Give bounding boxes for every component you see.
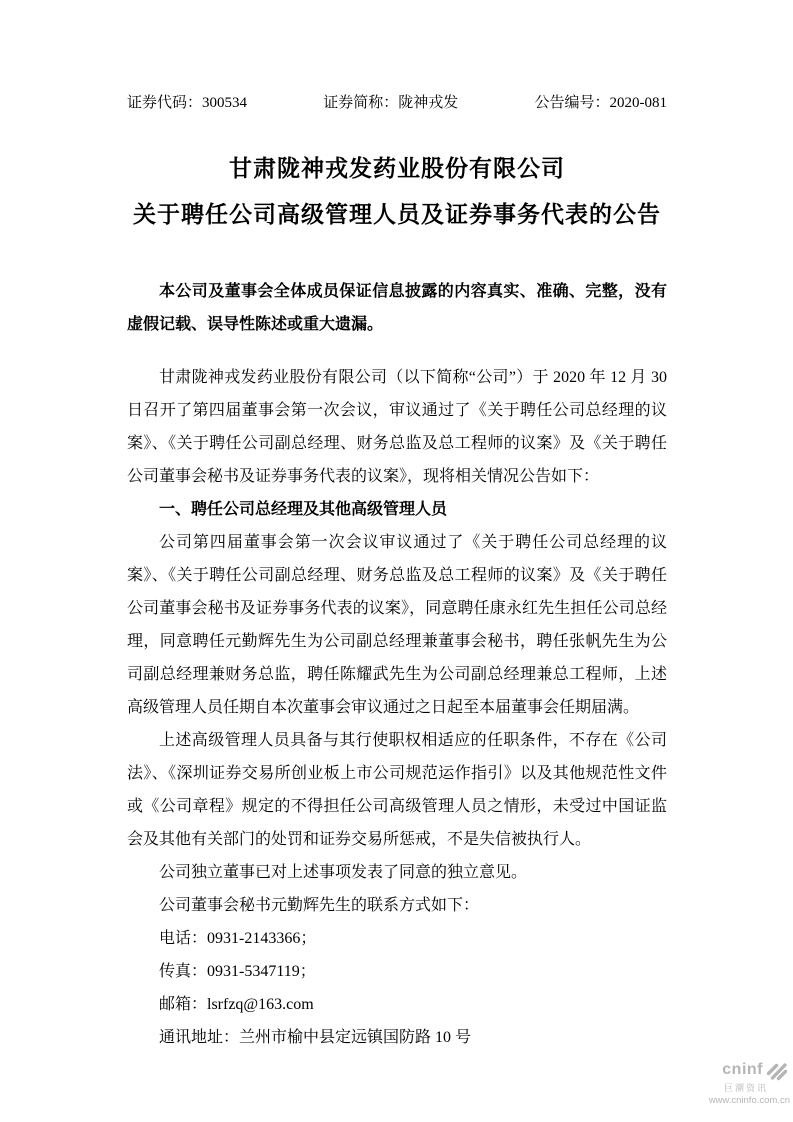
cninfo-brand-row xyxy=(709,1057,790,1083)
section-heading-1: 一、聘任公司总经理及其他高级管理人员 xyxy=(159,501,448,518)
body-paragraph-contact-intro: 公司董事会秘书元勤辉先生的联系方式如下： xyxy=(159,897,480,914)
contact-phone: 电话：0931-2143366； xyxy=(159,930,317,947)
document-header-row xyxy=(127,93,667,113)
cninfo-brand-text: cninf xyxy=(722,1060,763,1078)
document-body xyxy=(127,361,667,1054)
contact-fax: 传真：0931-5347119； xyxy=(159,963,316,980)
cninfo-logo xyxy=(709,1057,790,1106)
contact-email: 邮箱：lsrfzq@163.com xyxy=(159,996,314,1013)
document-content xyxy=(127,0,667,1054)
body-paragraph-intro: 甘肃陇神戎发药业股份有限公司（以下简称“公司”）于 2020 年 12 月 30 日召开了第四届董事会第一次会议，审议通过了《关于聘任公司总经理的议案》、《关于聘任公司副总经理、财务总监及总工程师的议案》及《关于聘任公司董事会秘书及证券事务代表的议案》，现将相关情况公告如下： xyxy=(127,369,667,485)
body-paragraph-appointments: 公司第四届董事会第一次会议审议通过了《关于聘任公司总经理的议案》、《关于聘任公司副总经理、财务总监及总工程师的议案》及《关于聘任公司董事会秘书及证券事务代表的议案》，同意聘任康永红先生担任公司总经理，同意聘任元勤辉先生为公司副总经理兼董事会秘书，聘任张帆先生为公司副总经理兼财务总监，聘任陈耀武先生为公司副总经理兼总工程师，上述高级管理人员任期自本次董事会审议通过之日起至本届董事会任期届满。 xyxy=(127,534,667,716)
announcement-number: 公告编号：2020-081 xyxy=(534,95,667,111)
body-paragraph-independent-directors: 公司独立董事已对上述事项发表了同意的独立意见。 xyxy=(159,864,528,881)
disclosure-notice: 本公司及董事会全体成员保证信息披露的内容真实、准确、完整，没有虚假记载、误导性陈述或重大遗漏。 xyxy=(127,283,667,333)
cninfo-url: www.cninfo.com.cn xyxy=(708,1094,790,1106)
cninfo-swirl-icon xyxy=(764,1057,790,1083)
stock-code: 证券代码：300534 xyxy=(127,95,248,111)
contact-address: 通讯地址：兰州市榆中县定远镇国防路 10 号 xyxy=(159,1029,472,1046)
cninfo-chinese-name: 巨潮资讯 xyxy=(723,1082,768,1093)
document-title xyxy=(127,146,667,238)
company-name-title: 甘肃陇神戎发药业股份有限公司 xyxy=(229,156,565,181)
announcement-title: 关于聘任公司高级管理人员及证券事务代表的公告 xyxy=(133,202,661,227)
stock-short-name: 证券简称：陇神戎发 xyxy=(323,95,459,111)
body-paragraph-qualifications: 上述高级管理人员具备与其行使职权相适应的任职条件，不存在《公司法》、《深圳证券交易所创业板上市公司规范运作指引》以及其他规范性文件或《公司章程》规定的不得担任公司高级管理人员之情形，未受过中国证监会及其他有关部门的处罚和证券交易所惩戒，不是失信被执行人。 xyxy=(127,732,667,848)
